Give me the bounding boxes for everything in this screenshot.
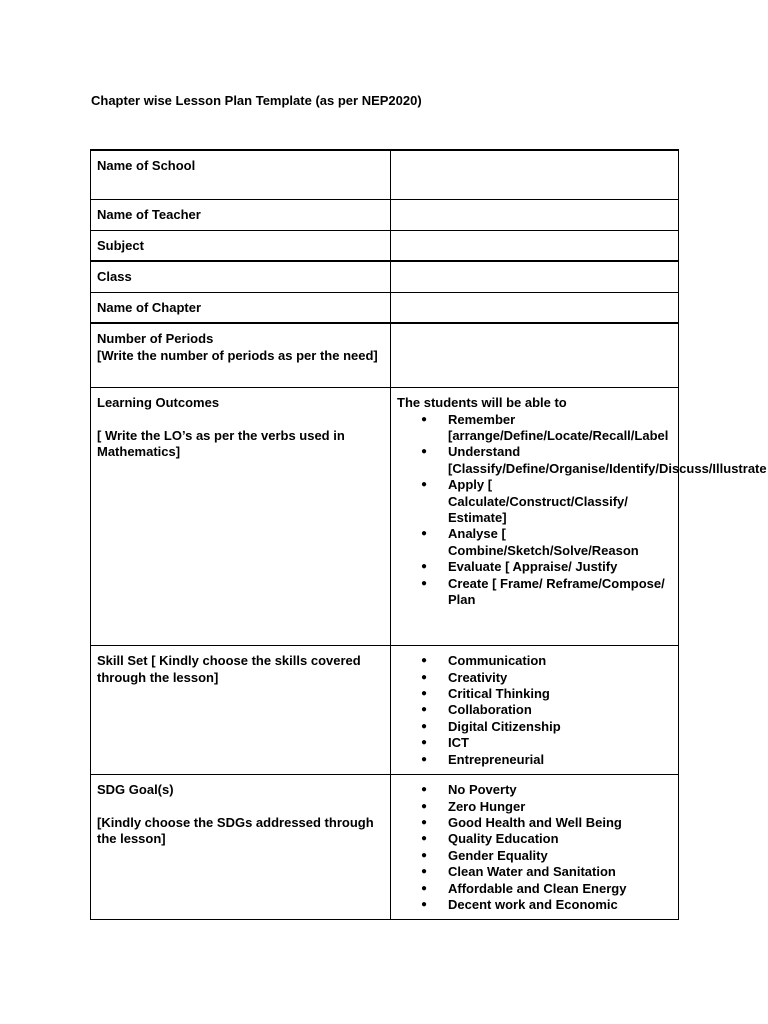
list-item: ● Understand [Classify/Define/Organise/Identify/Discuss/Illustrate bbox=[421, 444, 767, 476]
value-subject bbox=[391, 231, 679, 262]
list-item: ● Create [ Frame/ Reframe/Compose/ Plan bbox=[421, 575, 665, 608]
bullet-icon: ● bbox=[421, 866, 428, 878]
list-item: ● Entrepreneurial bbox=[421, 751, 545, 767]
list-item: ● Affordable and Clean Energy bbox=[421, 880, 627, 896]
bullet-icon: ● bbox=[421, 849, 428, 861]
bullet-icon: ● bbox=[421, 446, 428, 458]
row-name-of-teacher bbox=[91, 200, 679, 231]
label-name-of-school: Name of School bbox=[91, 150, 391, 200]
label-skill-set: Skill Set [ Kindly choose the skills covered through the lesson] bbox=[91, 646, 391, 775]
row-class bbox=[91, 261, 679, 292]
list-item: ● Decent work and Economic bbox=[421, 897, 618, 913]
list-item: ● Gender Equality bbox=[421, 847, 548, 863]
learning-outcomes-intro: The students will be able to bbox=[397, 395, 567, 411]
list-item: ● Evaluate [ Appraise/ Justify bbox=[421, 559, 618, 575]
bullet-icon: ● bbox=[421, 882, 428, 894]
row-number-of-periods bbox=[91, 323, 679, 388]
label-learning-outcomes bbox=[91, 388, 391, 646]
bullet-icon: ● bbox=[421, 817, 428, 829]
learning-outcomes-note: [ Write the LO’s as per the verbs used in Mathematics] bbox=[97, 428, 345, 460]
row-name-of-chapter bbox=[91, 292, 679, 323]
sdg-goals-list bbox=[397, 782, 672, 913]
document-title-main: Chapter wise Lesson Plan Template bbox=[91, 93, 312, 108]
value-sdg-goals bbox=[391, 775, 679, 920]
bullet-icon: ● bbox=[421, 561, 428, 573]
label-subject: Subject bbox=[91, 231, 391, 262]
bullet-icon: ● bbox=[421, 577, 428, 589]
bullet-icon: ● bbox=[421, 655, 428, 667]
bullet-icon: ● bbox=[421, 720, 428, 732]
value-class bbox=[391, 261, 679, 292]
list-item: ● Communication bbox=[421, 653, 547, 669]
document-title bbox=[91, 93, 422, 109]
value-name-of-school bbox=[391, 150, 679, 200]
list-item: ● Critical Thinking bbox=[421, 686, 550, 702]
list-item: ● Remember [arrange/Define/Locate/Recall/Label bbox=[421, 411, 669, 444]
row-skill-set bbox=[91, 646, 679, 775]
skill-set-list bbox=[397, 653, 672, 768]
list-item: ● Collaboration bbox=[421, 702, 532, 718]
list-item: ● No Poverty bbox=[421, 782, 517, 798]
bullet-icon: ● bbox=[421, 833, 428, 845]
bullet-icon: ● bbox=[421, 800, 428, 812]
bullet-icon: ● bbox=[421, 528, 428, 540]
bullet-icon: ● bbox=[421, 899, 428, 911]
bullet-icon: ● bbox=[421, 413, 428, 425]
list-item: ● Analyse [ Combine/Sketch/Solve/Reason bbox=[421, 526, 639, 558]
bullet-icon: ● bbox=[421, 704, 428, 716]
value-name-of-chapter bbox=[391, 292, 679, 323]
value-number-of-periods bbox=[391, 323, 679, 388]
bullet-icon: ● bbox=[421, 753, 428, 765]
row-name-of-school bbox=[91, 150, 679, 200]
label-name-of-teacher: Name of Teacher bbox=[91, 200, 391, 231]
lesson-plan-table bbox=[90, 149, 767, 920]
list-item: ● ICT bbox=[421, 735, 469, 751]
list-item: ● Apply [ Calculate/Construct/Classify/ Estimate] bbox=[421, 477, 628, 526]
bullet-icon: ● bbox=[421, 671, 428, 683]
label-number-of-periods bbox=[91, 323, 391, 388]
list-item: ● Clean Water and Sanitation bbox=[421, 864, 616, 880]
bullet-icon: ● bbox=[421, 479, 428, 491]
list-item: ● Creativity bbox=[421, 669, 508, 685]
bullet-icon: ● bbox=[421, 737, 428, 749]
value-learning-outcomes bbox=[391, 388, 767, 646]
list-item: ● Good Health and Well Being bbox=[421, 815, 622, 831]
row-sdg-goals bbox=[91, 775, 679, 920]
number-of-periods-note: [Write the number of periods as per the need] bbox=[97, 347, 378, 363]
label-class: Class bbox=[91, 261, 391, 292]
sdg-goals-note: [Kindly choose the SDGs addressed through the lesson] bbox=[97, 815, 374, 847]
row-subject bbox=[91, 231, 679, 262]
sdg-goals-heading: SDG Goal(s) bbox=[97, 782, 174, 798]
bullet-icon: ● bbox=[421, 784, 428, 796]
value-name-of-teacher bbox=[391, 200, 679, 231]
document-title-suffix: (as per NEP2020) bbox=[315, 93, 422, 108]
list-item: ● Zero Hunger bbox=[421, 798, 526, 814]
number-of-periods-heading: Number of Periods bbox=[97, 331, 214, 347]
list-item: ● Quality Education bbox=[421, 831, 559, 847]
label-name-of-chapter: Name of Chapter bbox=[91, 292, 391, 323]
bullet-icon: ● bbox=[421, 688, 428, 700]
label-sdg-goals bbox=[91, 775, 391, 920]
row-learning-outcomes bbox=[91, 388, 679, 646]
learning-outcomes-heading: Learning Outcomes bbox=[97, 395, 220, 411]
learning-outcomes-list bbox=[397, 411, 767, 609]
value-skill-set bbox=[391, 646, 679, 775]
list-item: ● Digital Citizenship bbox=[421, 718, 561, 734]
